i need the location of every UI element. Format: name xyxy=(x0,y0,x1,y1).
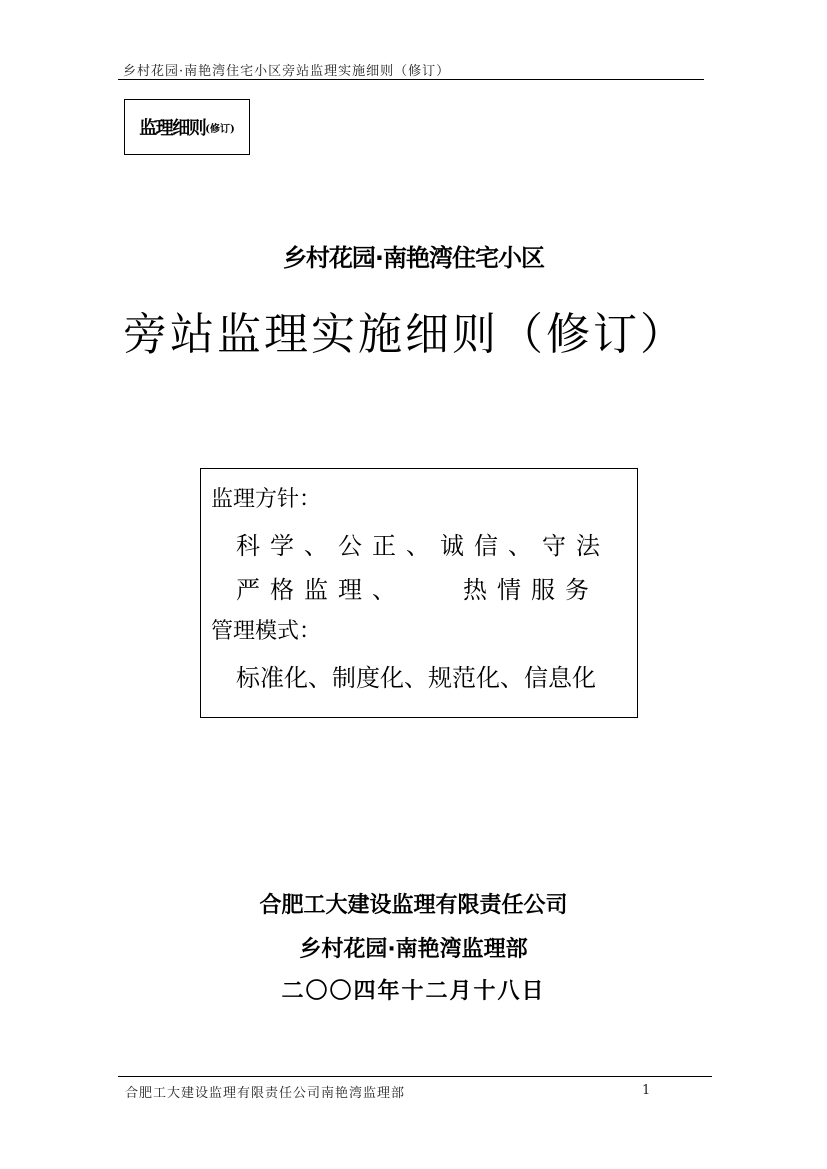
tag-small-label: (修订) xyxy=(205,123,235,135)
document-type-tag xyxy=(124,99,250,155)
running-footer: 合肥工大建设监理有限责任公司南艳湾监理部 xyxy=(125,1086,406,1101)
page-number: 1 xyxy=(642,1083,651,1098)
policy-box xyxy=(200,468,638,718)
policy-line-1: 科学、公正、诚信、守法 xyxy=(236,532,610,560)
running-header: 乡村花园·南艳湾住宅小区旁站监理实施细则（修订） xyxy=(123,64,451,79)
issue-date: 二〇〇四年十二月十八日 xyxy=(281,979,546,1004)
header-divider xyxy=(118,79,704,80)
issuer-department: 乡村花园·南艳湾监理部 xyxy=(299,937,528,962)
tag-main-label: 监理细则 xyxy=(139,118,206,139)
issuer-company: 合肥工大建设监理有限责任公司 xyxy=(259,893,568,918)
management-heading: 管理模式： xyxy=(211,619,322,644)
footer-divider xyxy=(118,1076,712,1077)
policy-line-2a: 严格监理、 xyxy=(236,576,406,604)
policy-heading: 监理方针： xyxy=(211,487,322,512)
management-line: 标准化、制度化、规范化、信息化 xyxy=(236,664,596,692)
policy-line-2b: 热情服务 xyxy=(463,576,599,604)
project-name: 乡村花园·南艳湾住宅小区 xyxy=(282,244,545,272)
document-title: 旁站监理实施细则（修订） xyxy=(123,309,687,360)
